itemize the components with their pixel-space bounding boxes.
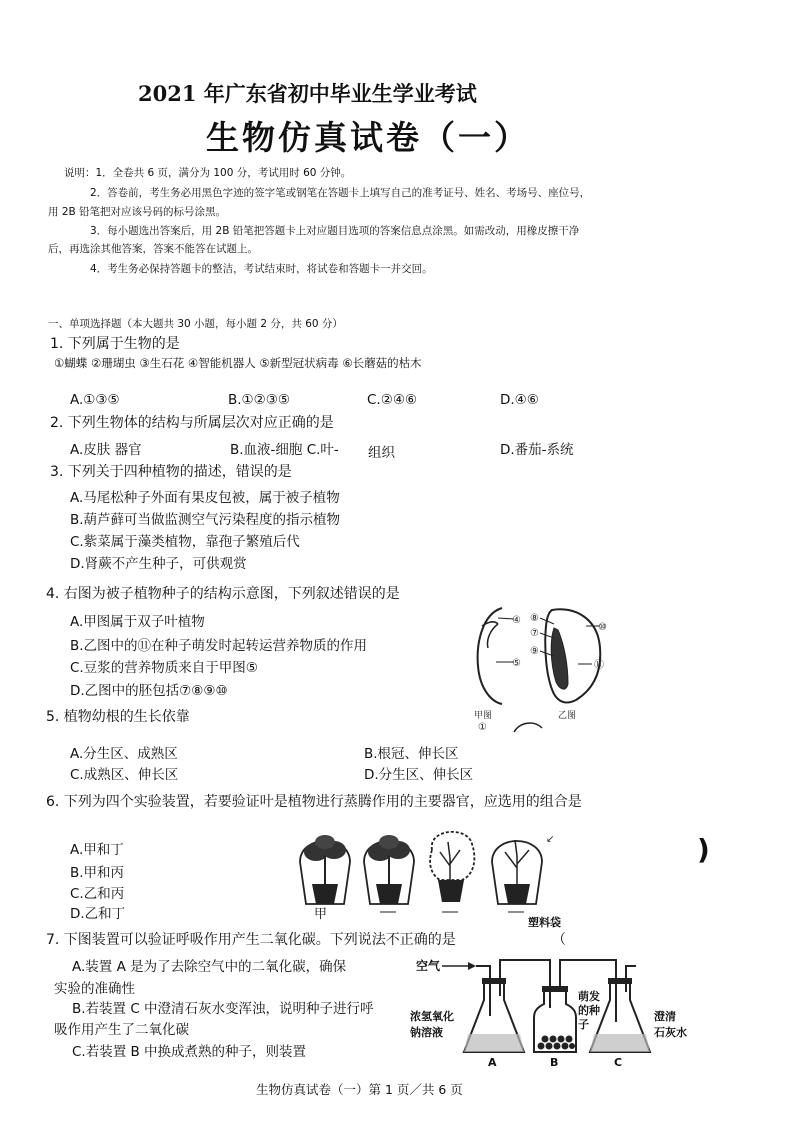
exam-title-line2: 生物仿真试卷（一）	[206, 118, 530, 157]
svg-text:C: C	[614, 1056, 623, 1069]
q3-option-d: D.肾蕨不产生种子，可供观赏	[70, 556, 247, 572]
corn-seed-embryo	[551, 628, 568, 689]
stray-mark: )	[697, 833, 710, 866]
q4-option-b: B.乙图中的⑪在种子萌发时起转运营养物质的作用	[70, 638, 368, 654]
instruction-3b: 后，再选涂其他答案，答案不能答在试题上。	[48, 243, 258, 255]
q3-stem: 3. 下列关于四种植物的描述，错误的是	[50, 464, 292, 480]
respiration-apparatus-figure	[404, 952, 704, 1072]
q6-stem: 6. 下列为四个实验装置，若要验证叶是植物进行蒸腾作用的主要器官，应选用的组合是	[46, 794, 582, 810]
svg-text:塑料袋: 塑料袋	[528, 916, 561, 929]
svg-text:↙: ↙	[546, 834, 555, 845]
instruction-3a: 3．每小题选出答案后，用 2B 铅笔把答题卡上对应题目选项的答案信息点涂黑。如需改动，用橡皮擦干净	[90, 225, 580, 237]
q3-option-a: A.马尾松种子外面有果皮包被，属于被子植物	[70, 490, 340, 506]
q7-paren: （	[552, 932, 566, 948]
instruction-4: 4．考生务必保持答题卡的整洁，考试结束时，将试卷和答题卡一并交回。	[90, 263, 433, 275]
svg-text:A: A	[488, 1056, 497, 1069]
q7-option-b-line1: B.若装置 C 中澄清石灰水变浑浊，说明种子进行呼	[72, 1001, 374, 1017]
q3-option-c: C.紫菜属于藻类植物，靠孢子繁殖后代	[70, 534, 300, 550]
svg-text:萌发: 萌发	[578, 990, 600, 1003]
svg-text:石灰水: 石灰水	[654, 1026, 687, 1039]
q6-option-a: A.甲和丁	[70, 842, 124, 858]
setup-jia	[300, 835, 350, 904]
q6-option-d: D.乙和丁	[70, 906, 126, 922]
q2-option-a: A.皮肤 器官	[70, 442, 142, 458]
q2-option-c-tail: 组织	[368, 445, 395, 461]
svg-text:⑤: ⑤	[512, 658, 521, 669]
svg-text:⑧: ⑧	[530, 613, 539, 624]
svg-text:⑨: ⑨	[530, 646, 539, 657]
section-heading: 一、单项选择题（本大题共 30 小题，每小题 2 分，共 60 分）	[48, 318, 343, 330]
q3-option-b: B.葫芦藓可当做监测空气污染程度的指示植物	[70, 512, 341, 528]
q1-stem: 1. 下列属于生物的是	[50, 336, 180, 352]
q5-option-d: D.分生区、伸长区	[364, 767, 474, 783]
svg-text:B: B	[550, 1056, 559, 1069]
q5-option-a: A.分生区、成熟区	[70, 746, 178, 762]
svg-text:乙图: 乙图	[558, 711, 577, 721]
svg-text:①: ①	[478, 722, 487, 733]
svg-text:空气: 空气	[416, 959, 441, 973]
setup-ding	[492, 834, 554, 904]
q2-stem: 2. 下列生物体的结构与所属层次对应正确的是	[50, 415, 334, 431]
svg-text:④: ④	[512, 615, 521, 626]
q7-stem: 7. 下图装置可以验证呼吸作用产生二氧化碳。下列说法不正确的是	[46, 932, 456, 948]
page-footer: 生物仿真试卷（一）第 1 页／共 6 页	[256, 1082, 463, 1097]
q7-option-a-line2: 实验的准确性	[54, 981, 135, 997]
q2-option-bc: B.血液-细胞 C.叶-	[230, 442, 339, 458]
svg-text:浓氢氧化: 浓氢氧化	[410, 1010, 454, 1023]
q5-stem: 5. 植物幼根的生长依靠	[46, 709, 190, 725]
svg-text:甲图: 甲图	[474, 711, 493, 721]
transpiration-setup-figure	[292, 822, 582, 932]
q7-option-a-line1: A.装置 A 是为了去除空气中的二氧化碳，确保	[72, 959, 347, 975]
q4-stem: 4. 右图为被子植物种子的结构示意图，下列叙述错误的是	[46, 586, 400, 602]
q1-items: ①蝴蝶 ②珊瑚虫 ③生石花 ④智能机器人 ⑤新型冠状病毒 ⑥长蘑菇的枯木	[54, 356, 422, 370]
instruction-1: 说明：1．全卷共 6 页，满分为 100 分，考试用时 60 分钟。	[64, 167, 352, 179]
q1-option-d: D.④⑥	[500, 392, 539, 408]
setup-bing	[430, 832, 474, 902]
seed-structure-figure	[474, 604, 614, 734]
svg-text:⑩: ⑩	[598, 622, 607, 633]
q1-option-b: B.①②③⑤	[228, 392, 290, 408]
instruction-2b: 用 2B 铅笔把对应该号码的标号涂黑。	[48, 206, 227, 218]
q5-option-c: C.成熟区、伸长区	[70, 767, 179, 783]
q1-option-c: C.②④⑥	[367, 392, 418, 408]
q1-option-a: A.①③⑤	[70, 392, 120, 408]
q7-option-c-line1: C.若装置 B 中换成煮熟的种子，则装置	[72, 1044, 307, 1060]
q7-option-b-line2: 吸作用产生了二氧化碳	[54, 1022, 189, 1038]
svg-text:⑪: ⑪	[594, 660, 604, 671]
svg-text:⑦: ⑦	[530, 628, 539, 639]
svg-text:钠溶液: 钠溶液	[410, 1026, 443, 1039]
q4-option-d: D.乙图中的胚包括⑦⑧⑨⑩	[70, 683, 228, 699]
svg-text:澄清: 澄清	[654, 1010, 676, 1023]
instruction-2a: 2．答卷前，考生务必用黑色字迹的签字笔或钢笔在答题卡上填写自己的准考证号、姓名、考场号、座位号，	[90, 187, 591, 199]
svg-text:甲: 甲	[314, 907, 328, 922]
svg-text:子: 子	[578, 1018, 589, 1031]
q4-option-c: C.豆浆的营养物质来自于甲图⑤	[70, 660, 258, 676]
q2-option-d: D.番茄-系统	[500, 442, 574, 458]
exam-title-line1: 2021 年广东省初中毕业生学业考试	[138, 81, 477, 106]
q6-option-c: C.乙和丙	[70, 886, 125, 902]
q6-option-b: B.甲和丙	[70, 865, 125, 881]
q4-option-a: A.甲图属于双子叶植物	[70, 614, 205, 630]
svg-text:的种: 的种	[578, 1004, 600, 1017]
setup-yi	[364, 835, 414, 904]
q5-option-b: B.根冠、伸长区	[364, 746, 459, 762]
